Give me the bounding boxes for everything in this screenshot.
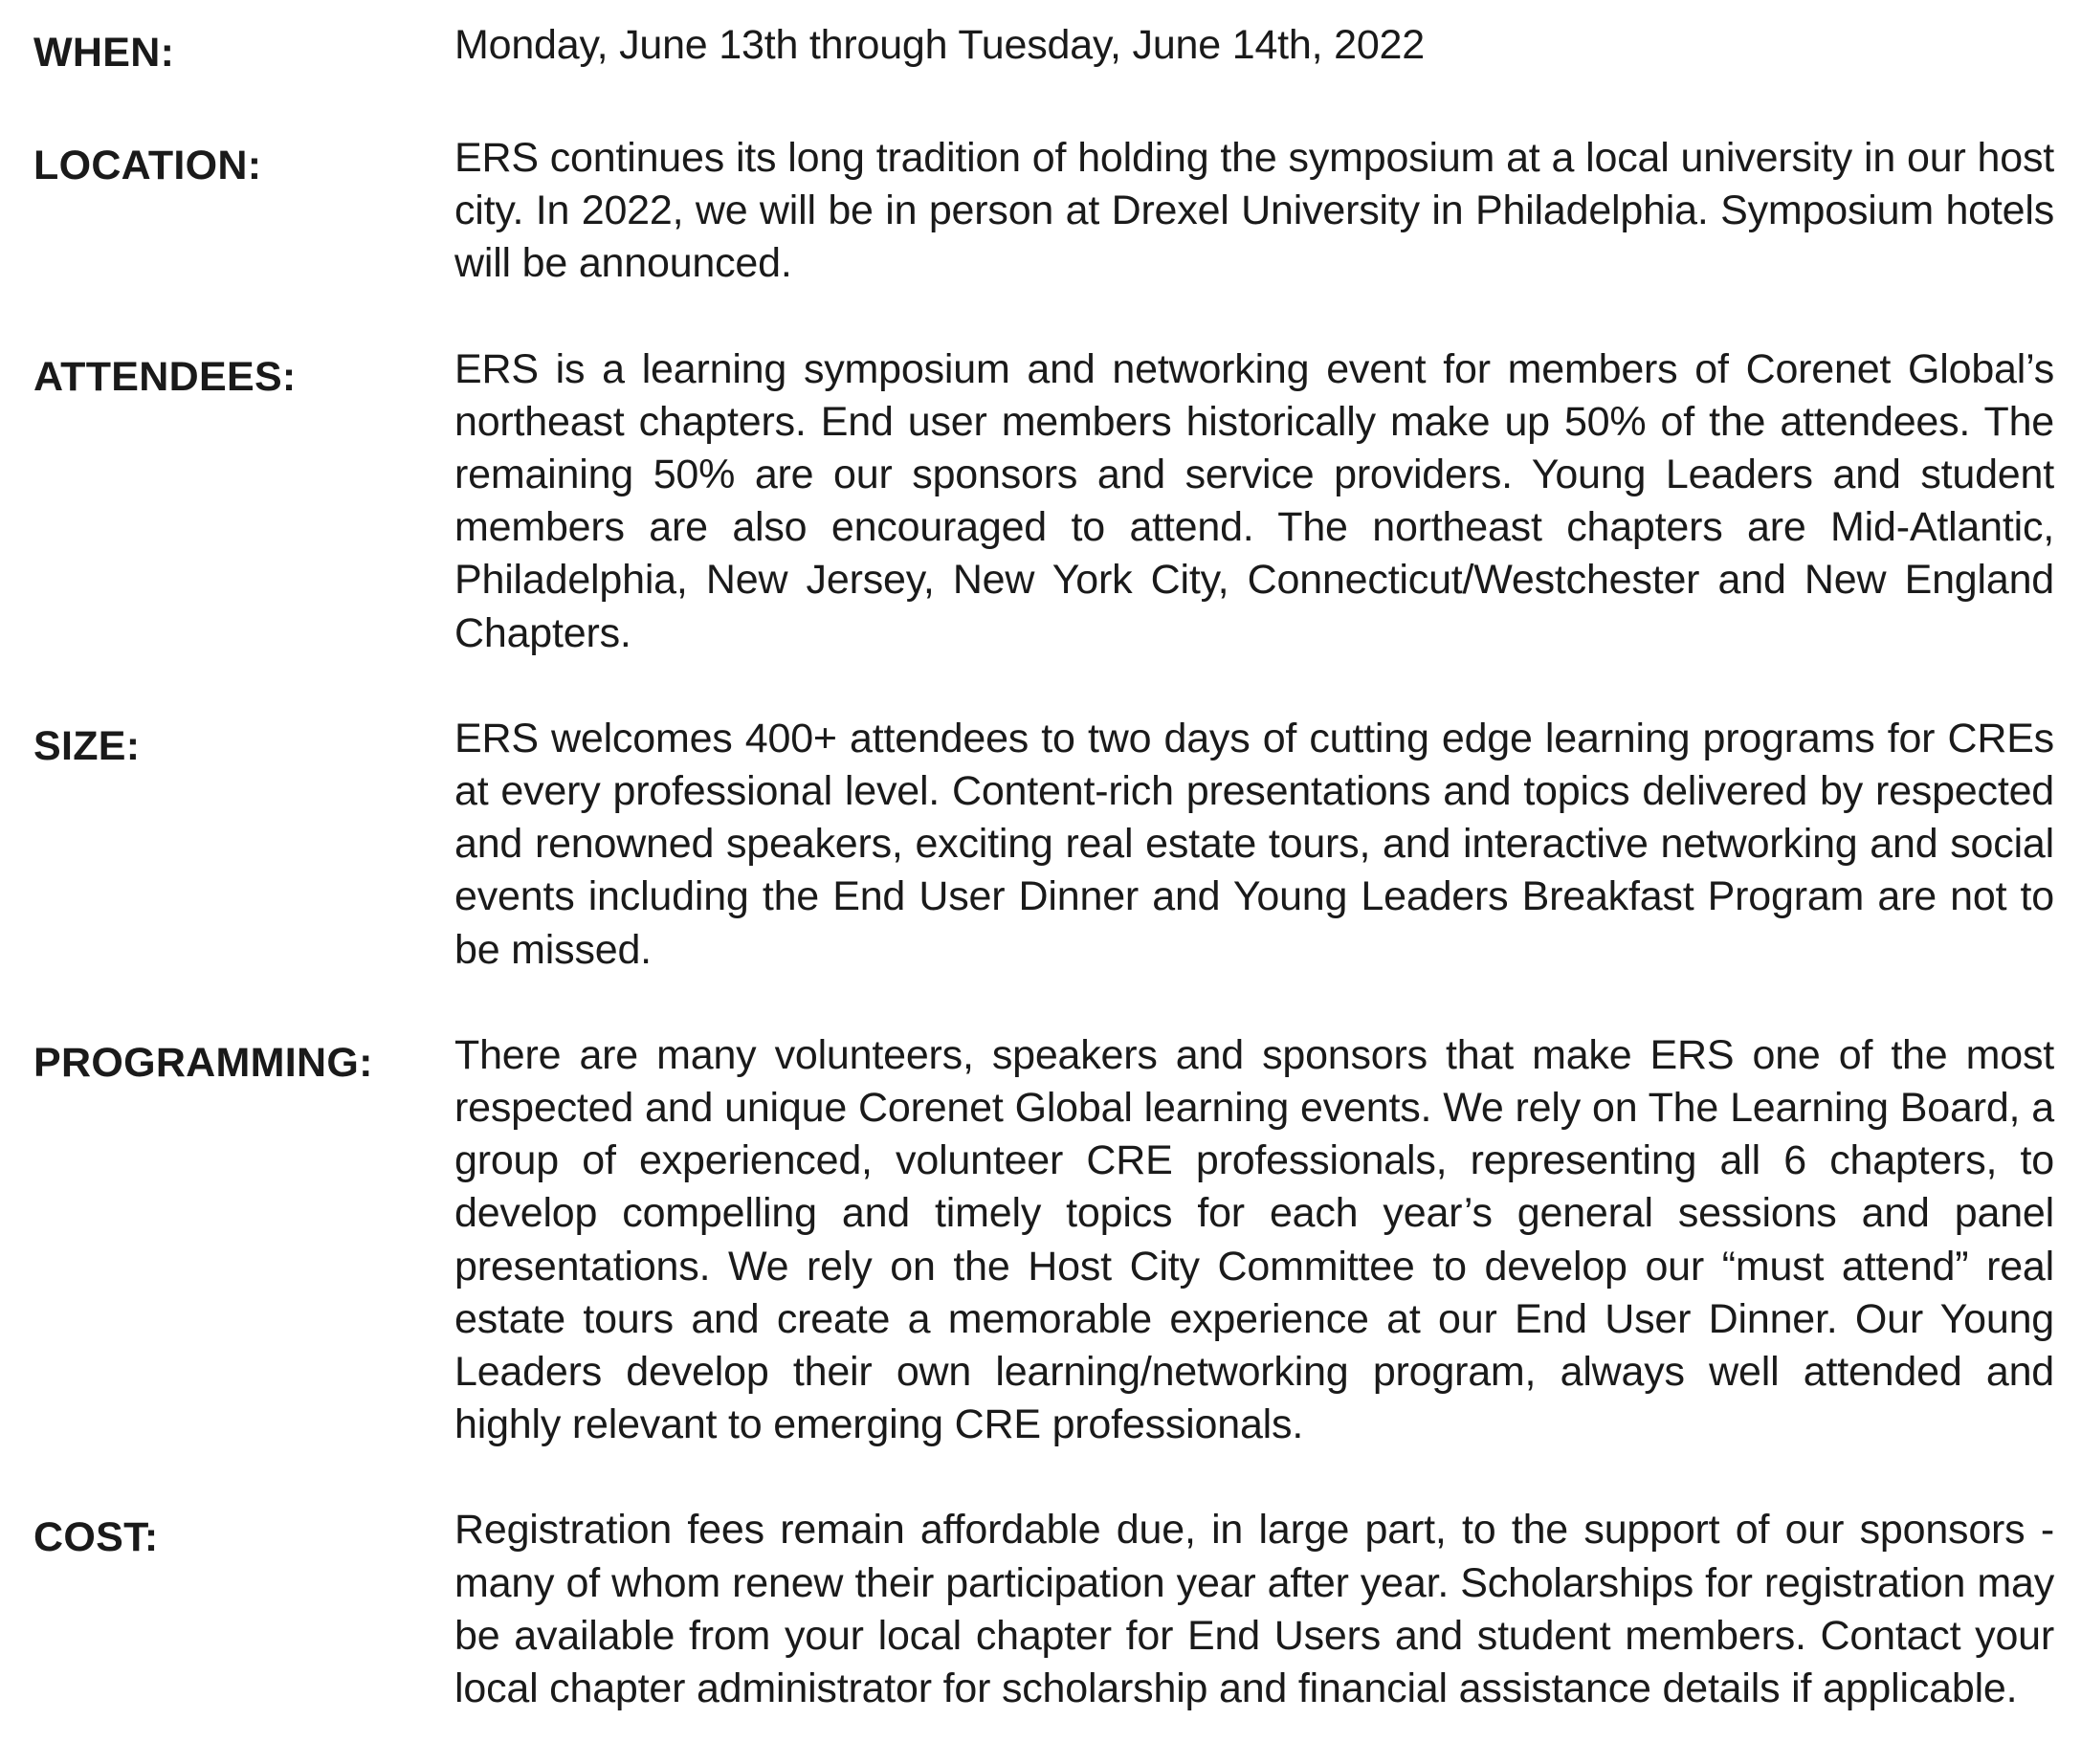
attendees-label: ATTENDEES: — [33, 353, 297, 400]
programming-text: There are many volunteers, speakers and sponsors that make ERS one of the most respected and unique Corenet Global learning events. We rely on The Learning Board, a group of experienced, volunteer CRE professionals, representing all 6 chapters, to develop compelling and timely topics for each year’s general sessions and panel presentations. We rely on the Host City Committee to develop our “must attend” real estate tours and create a memorable experience at our End User Dinner. Our Young Leaders develop their own learning/networking program, always well attended and highly relevant to emerging CRE professionals. — [454, 1031, 2054, 1448]
cost-label: COST: — [33, 1514, 159, 1561]
section-programming — [33, 1029, 2054, 1452]
size-label: SIZE: — [33, 722, 141, 769]
when-text: Monday, June 13th through Tuesday, June 14th, 2022 — [454, 22, 1425, 68]
section-attendees — [33, 343, 2054, 660]
section-location — [33, 132, 2054, 291]
section-when — [33, 19, 2054, 79]
location-label: LOCATION: — [33, 143, 262, 188]
programming-label: PROGRAMMING: — [33, 1039, 373, 1086]
size-text: ERS welcomes 400+ attendees to two days of cutting edge learning programs for CREs at every professional level. Content-rich presentations and topics delivered by respected and renowned speakers, exciting real estate tours, and interactive networking and social events including the End User Dinner and Young Leaders Breakfast Program are not to be missed. — [454, 715, 2054, 973]
attendees-text: ERS is a learning symposium and networking event for members of Corenet Global’s northeast chapters. End user members historically make up 50% of the attendees. The remaining 50% are our sponsors and service providers. Young Leaders and student members are also encouraged to attend. The northeast chapters are Mid-Atlantic, Philadelphia, New Jersey, New York City, Connecticut/Westchester and New England Chapters. — [454, 345, 2054, 656]
section-cost — [33, 1504, 2054, 1715]
when-label: WHEN: — [33, 30, 175, 76]
event-info-document — [33, 19, 2054, 1715]
cost-text: Registration fees remain affordable due, in large part, to the support of our sponsors - many of whom renew their participation year after year. Scholarships for registration may be available from your local chapter for End Users and student members. Contact your local chapter administrator for scholarship and financial assistance details if applicable. — [454, 1507, 2054, 1712]
section-size — [33, 713, 2054, 977]
location-text: ERS continues its long tradition of holding the symposium at a local university in our host city. In 2022, we will be in person at Drexel University in Philadelphia. Symposium hotels will be announced. — [454, 135, 2054, 287]
